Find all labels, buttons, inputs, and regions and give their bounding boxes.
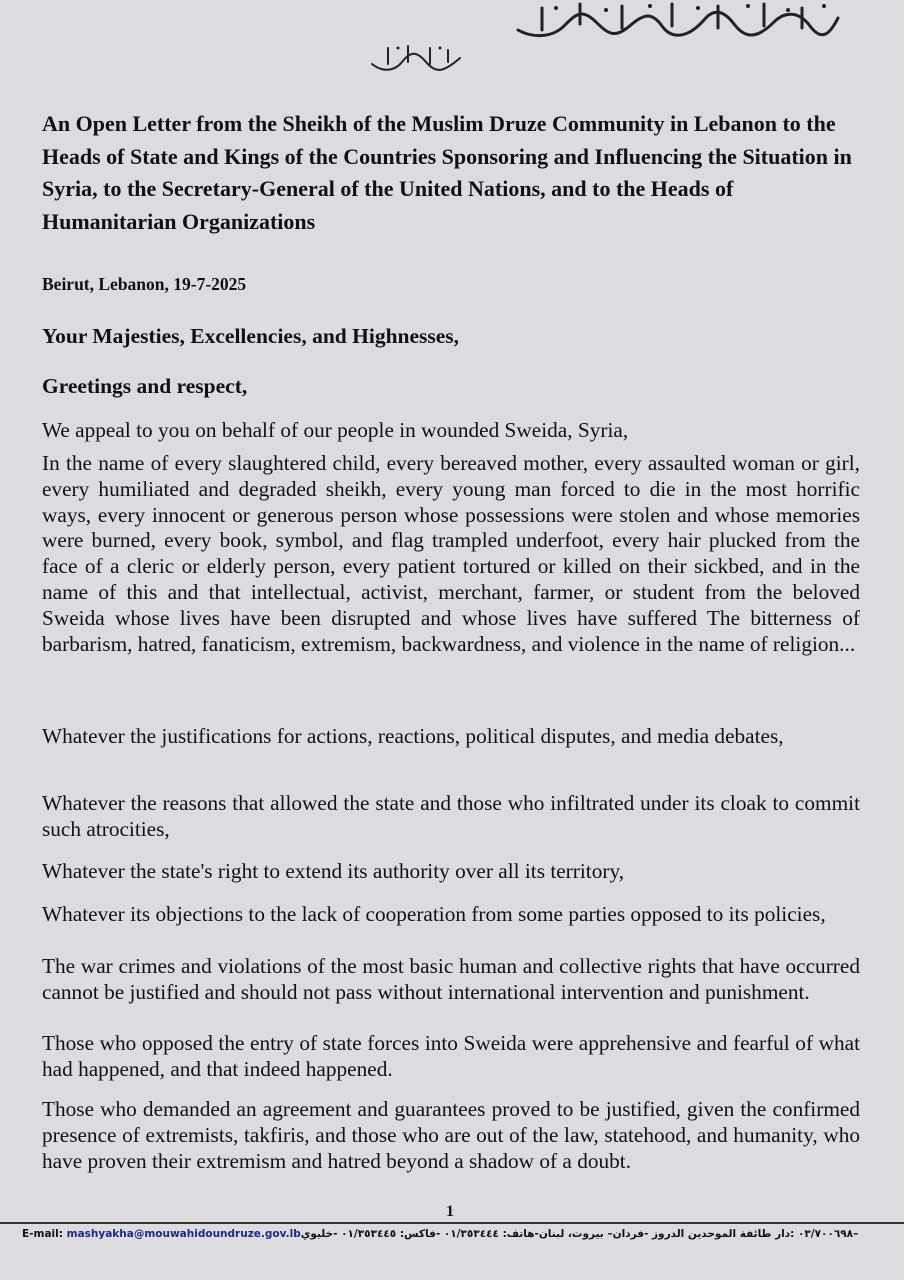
paragraph: Whatever its objections to the lack of cooperation from some parties opposed to its policies, — [42, 902, 826, 926]
paragraph: In the name of every slaughtered child, every bereaved mother, every assaulted woman or girl, every humiliated and degraded sheikh, every young man forced to die in the most horrific ways, every innocent or generous person whose possessions were stolen and whose memories were burned, every book, symbol, and flag trampled underfoot, every hair plucked from the face of a cleric or elderly person, every patient tortured or killed on their sickbed, and in the name of this and that intellectual, activist, merchant, farmer, or student from the beloved Sweida whose lives have been disrupted and whose lives have suffered The bitterness of barbarism, hatred, fanaticism, extremism, backwardness, and violence in the name of religion... — [42, 451, 860, 656]
letter-title: An Open Letter from the Sheikh of the Muslim Druze Community in Lebanon to the Heads of State and Kings of the Countries Sponsoring and Influencing the Situation in Syria, to the Secretary-General of the United Nations, and to the Heads of Humanitarian Organizations — [42, 111, 852, 234]
letterhead-calligraphy — [512, 0, 842, 42]
greeting: Greetings and respect, — [42, 374, 248, 398]
paragraph: Those who opposed the entry of state forces into Sweida were apprehensive and fearful of what had happened, and that indeed happened. — [42, 1031, 860, 1081]
paragraph: The war crimes and violations of the most basic human and collective rights that have occurred cannot be justified and should not pass without international intervention and punishment. — [42, 954, 860, 1004]
email-link[interactable]: mashyakha@mouwahidoundruze.gov.lb — [66, 1228, 301, 1240]
paragraph: Whatever the justifications for actions, reactions, political disputes, and media debates, — [42, 724, 784, 748]
email-label: E-mail: — [22, 1228, 67, 1240]
salutation: Your Majesties, Excellencies, and Highnesses, — [42, 324, 460, 348]
footer-divider — [0, 1222, 904, 1224]
basmala-calligraphy — [368, 42, 464, 76]
dateline: Beirut, Lebanon, 19-7-2025 — [42, 274, 247, 294]
paragraph: Whatever the state's right to extend its authority over all its territory, — [42, 859, 625, 883]
paragraph: Whatever the reasons that allowed the state and those who infiltrated under its cloak to commit such atrocities, — [42, 791, 860, 841]
page-number: 1 — [446, 1203, 454, 1220]
footer-address: –٠٣/٧٠٠٦٩٨ :دار طائفة الموحدين الدروز -فردان– بيروت، لبنان-هاتف: ٠١/٣٥٣٤٤٤ -فاكس: ٠١/٣٥٣٤٤٥ -خليوي — [300, 1228, 859, 1240]
footer — [22, 1228, 888, 1240]
paragraph: We appeal to you on behalf of our people in wounded Sweida, Syria, — [42, 418, 629, 442]
paragraph: Those who demanded an agreement and guarantees proved to be justified, given the confirmed presence of extremists, takfiris, and those who are out of the law, statehood, and humanity, who have proven their extremism and hatred beyond a shadow of a doubt. — [42, 1097, 860, 1173]
